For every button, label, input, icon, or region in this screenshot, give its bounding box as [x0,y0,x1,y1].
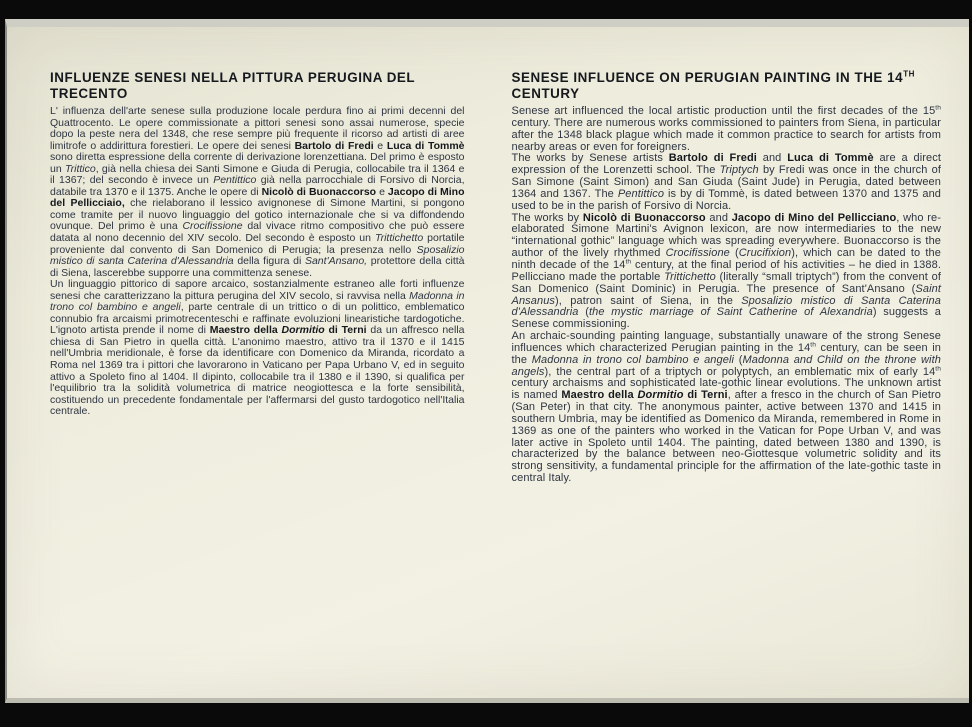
paragraph: An archaic-sounding painting language, substantially unaware of the strong Senese influences which characterized Perugian painting in the 14th century, can be seen in the Madonna in trono col bambino e angeli (Madonna and Child on the throne with angels), the central part of a triptych or polyptych, an emblematic mix of early 14th century archaisms and sophisticated late-gothic linear evolutions. The unknown artist is named Maestro della Dormitio di Terni, after a fresco in the church of San Pietro (San Peter) in that city. The anonymous painter, active between 1370 and 1415 in southern Umbria, may be identified as Domenico da Miranda, remembered in Rome in 1369 as one of the painters who worked in the Vatican for Pope Urban V, and was later active in Spoleto until 1404. The painting, dated between 1380 and 1390, is characterized by the balance between neo-Giottesque volumetric solidity and its strong sensitivity, a fundamental principle for the affirmation of the late-gothic taste in central Italy. [511,330,942,485]
paragraph: Senese art influenced the local artistic production until the first decades of the 15th century. There are numerous works commissioned to painters from Siena, in particular after the 1348 black plague which made it common practice to search for artists from nearby areas or even for foreigners. [511,104,941,153]
english-title: SENESE INFLUENCE ON PERUGIAN PAINTING IN THE 14TH CENTURY [511,69,915,101]
paragraph: Un linguaggio pittorico di sapore arcaico, sostanzialmente estraneo alle forti influenze senesi che caratterizzano la pittura perugina del XIV secolo, si ravvisa nella Madonna in trono col bambino e angeli, parte centrale di un trittico o di un polittico, emblematico connubio fra arcaismi primotrecenteschi e raffinate evoluzioni linearistiche tardogotiche. L'ignoto artista prende il nome di Maestro della Dormitio di Terni da un affresco nella chiesa di San Pietro in quella città. L'anonimo maestro, attivo tra il 1370 e il 1415 nell'Umbria meridionale, è forse da identificare con Domenico da Miranda, ricordato a Roma nel 1369 tra i pittori che lavorarono in Vaticano per Papa Urbano V, ed in seguito attivo a Spoleto fino al 1404. Il dipinto, collocabile tra il 1380 e il 1390, si qualifica per l'equilibrio tra la solidità volumetrica di matrice neogiottesca e la forte sensibilità, costituendo un precedente fondamentale per l'affermarsi del gusto tardogotico nell'Italia centrale. [50,278,465,418]
italian-column [50,70,465,485]
paragraph: L' influenza dell'arte senese sulla produzione locale perdura fino ai primi decenni del Quattrocento. Le opere commissionate a pittori senesi sono assai numerose, specie dopo la peste nera del 1348, che rese sempre più frequente il ricorso ad artisti di aree limitrofe o addirittura forestieri. Le opere dei senesi Bartolo di Fredi e Luca di Tommè sono diretta espressione della corrente di derivazione lorenzettiana. Del primo è esposto un Trittico, già nella chiesa dei Santi Simone e Giuda di Perugia, collocabile tra il 1364 e il 1367; del secondo è invece un Pentittico già nella parrocchiale di Forsivo di Norcia, databile tra 1370 e il 1375. Anche le opere di Nicolò di Buonaccorso e Jacopo di Mino del Pellicciaio, che rielaborano il lessico avignonese di Simone Martini, si pongono come tramite per il nuovo linguaggio del gotico internazionale che si va diffondendo ovunque. Del primo è una Crocifissione dal vivace ritmo compositivo che può essere datata al nono decennio del XIV secolo. Del secondo è esposto un Trittichetto portatile proveniente dal convento di San Domenico di Perugia; la presenza nello Sposalizio mistico di santa Caterina d'Alessandria della figura di Sant'Ansano, protettore della città di Siena, lascerebbe supporre una committenza senese. [50,105,465,279]
english-column [512,70,941,485]
panel-content [7,27,969,485]
english-body-text [512,106,941,485]
italian-title: INFLUENZE SENESI NELLA PITTURA PERUGINA DEL TRECENTO [50,70,415,101]
info-panel [5,19,969,703]
paragraph: The works by Senese artists Bartolo di Fredi and Luca di Tommè are a direct expression of the Lorenzetti school. The Triptych by Fredi was once in the church of San Simone (Saint Simon) and San Giuda (Saint Jude) in Perugia, dated between 1364 and 1367. The Pentittico is by di Tommè, is dated between 1370 and 1375 and used to be in the parish of Forsivo di Norcia. [511,152,942,212]
italian-body-text [50,106,465,418]
paragraph: The works by Nicolò di Buonaccorso and Jacopo di Mino del Pellicciano, who re-elaborated Simone Martini's Avignon lexicon, are now intermediaries to the new “international gothic” language which was spreading everywhere. Buonaccorso is the author of the lively rhythmed Crocifissione (Crucifixion), which can be dated to the ninth decade of the 14th century, at the final period of his activities – he died in 1388. Pellicciano made the portable Trittichetto (literally “small triptych”) from the convent of San Domenico (Saint Dominic) in Perugia. The presence of Sant'Ansano (Saint Ansanus), patron saint of Siena, in the Sposalizio mistico di Santa Caterina d'Alessandria (the mystic marriage of Saint Catherine of Alexandria) suggests a Senese commissioning. [511,211,941,331]
